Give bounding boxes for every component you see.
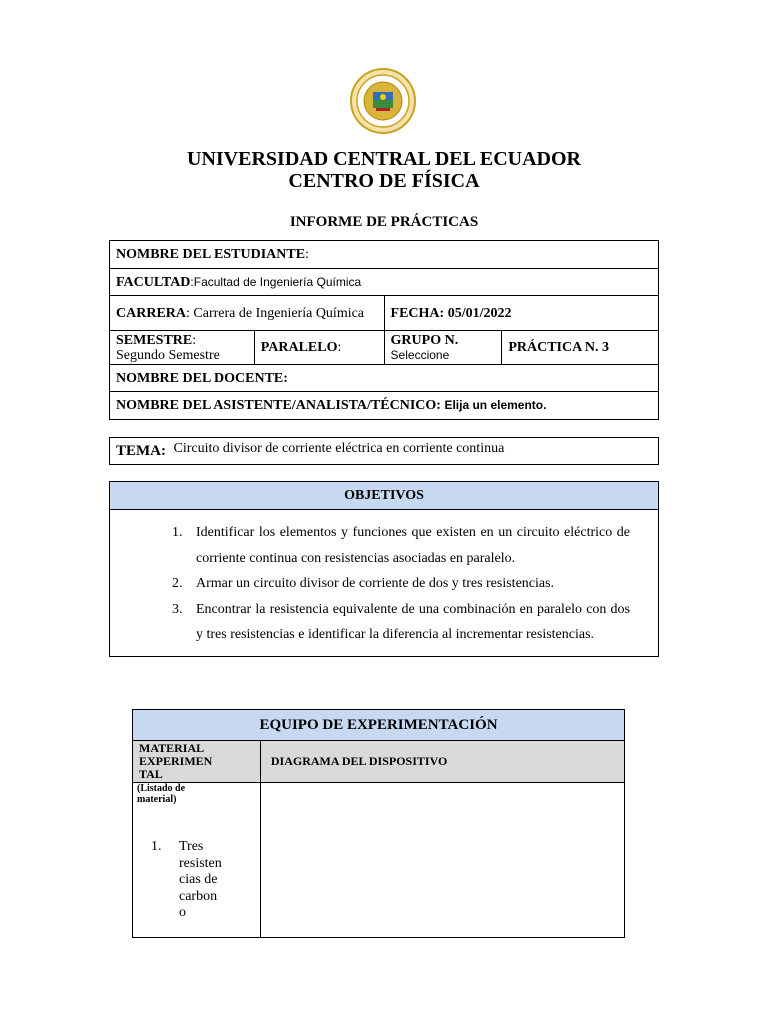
career-label: CARRERA: [116, 305, 186, 321]
material-list-cell[interactable]: [133, 783, 261, 938]
student-sep: :: [305, 247, 309, 262]
diagram-cell[interactable]: [260, 783, 624, 938]
semester-sep: :: [192, 332, 197, 348]
paralelo-sep: :: [337, 340, 342, 355]
report-title: INFORME DE PRÁCTICAS: [289, 214, 479, 230]
university-seal-logo: [350, 68, 416, 134]
topic-label: TEMA:: [116, 442, 166, 459]
faculty-value: :Facultad de Ingeniería Química: [190, 274, 362, 289]
material-header: MATERIAL EXPERIMEN TAL: [133, 741, 261, 783]
diagram-header: DIAGRAMA DEL DISPOSITIVO: [260, 741, 624, 783]
objective-item: 3. Encontrar la resistencia equivalente de una combinación en paralelo con dos y tres resistencias e identificar la diferencia al incrementar resistencias.: [172, 601, 630, 642]
practice-number-cell: PRÁCTICA N. 3: [502, 331, 659, 365]
student-label: NOMBRE DEL ESTUDIANTE: [116, 247, 306, 262]
date-cell: FECHA: 05/01/2022: [384, 296, 658, 331]
faculty-row: [110, 269, 659, 296]
objectives-header: OBJETIVOS: [110, 482, 659, 510]
career-row: [110, 296, 659, 331]
faculty-cell[interactable]: [110, 269, 659, 296]
assistant-row: [110, 392, 659, 420]
semester-value: Segundo Semestre: [116, 347, 220, 363]
career-cell[interactable]: [110, 296, 385, 331]
objective-item: 2. Armar un circuito divisor de corriente de dos y tres resistencias.: [172, 576, 555, 591]
topic-cell[interactable]: [110, 438, 659, 465]
topic-value: Circuito divisor de corriente eléctrica en corriente continua: [173, 440, 505, 456]
career-value: : Carrera de Ingeniería Química: [186, 305, 365, 321]
assistant-select[interactable]: Elija un elemento.: [444, 398, 547, 412]
material-list-label: (Listado de material): [137, 783, 186, 805]
group-cell[interactable]: [384, 331, 502, 365]
assistant-label: NOMBRE DEL ASISTENTE/ANALISTA/TÉCNICO:: [116, 398, 441, 413]
teacher-cell[interactable]: NOMBRE DEL DOCENTE:: [110, 365, 659, 392]
objectives-list: [110, 510, 658, 656]
student-info-table: [109, 240, 659, 420]
paralelo-label: PARALELO: [260, 340, 338, 355]
semester-cell[interactable]: [110, 331, 255, 365]
teacher-row: [110, 365, 659, 392]
objectives-table: [109, 481, 659, 657]
objective-item: 1. Identificar los elementos y funciones que existen en un circuito eléctrico de corriente continua con resistencias asociadas en paralelo.: [172, 525, 630, 566]
center-title: CENTRO DE FÍSICA: [288, 170, 480, 192]
topic-table: [109, 437, 659, 465]
semester-row: [110, 331, 659, 365]
faculty-label: FACULTAD: [116, 274, 191, 290]
semester-label: SEMESTRE: [116, 332, 193, 348]
objectives-body: [110, 510, 659, 657]
group-select[interactable]: Seleccione: [390, 347, 450, 362]
equipment-table: [132, 709, 625, 938]
group-label: GRUPO N.: [390, 332, 459, 348]
paralelo-cell[interactable]: [254, 331, 384, 365]
university-title: UNIVERSIDAD CENTRAL DEL ECUADOR: [187, 148, 581, 170]
assistant-cell[interactable]: [110, 392, 659, 420]
material-item: 1. Tres resisten cias de carbon o: [151, 839, 222, 920]
student-name-cell[interactable]: [110, 241, 659, 269]
student-row: [110, 241, 659, 269]
equipment-header: EQUIPO DE EXPERIMENTACIÓN: [133, 710, 625, 741]
